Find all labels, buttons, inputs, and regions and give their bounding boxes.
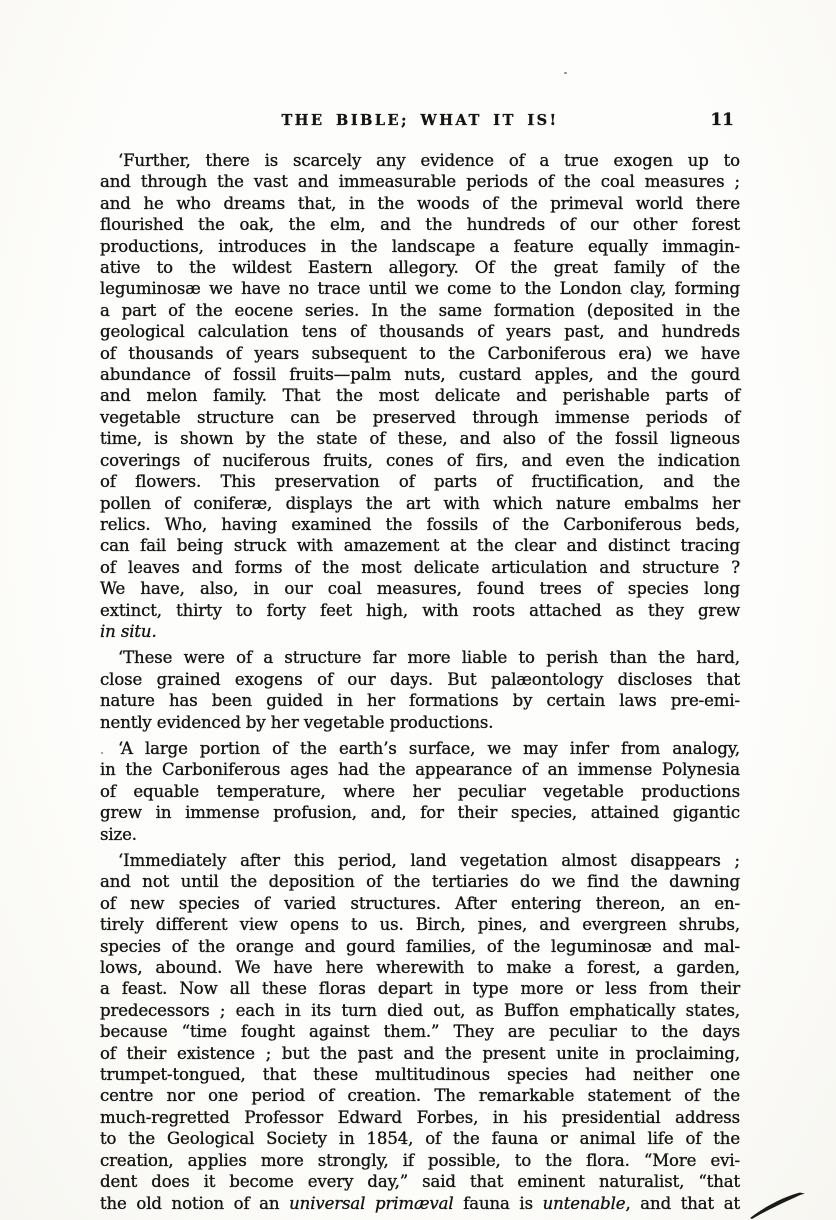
text-line: relics. Who, having examined the fossils of the Carboniferous beds,: [100, 514, 740, 534]
text-line: can fail being struck with amazement at the clear and distinct tracing: [100, 536, 740, 556]
scan-speck: [564, 72, 567, 74]
text-line: species of the orange and gourd families, of the leguminosæ and mal-: [100, 936, 740, 956]
text-line: nature has been guided in her formations by certain laws pre-emi-: [100, 691, 740, 711]
text-line: predecessors ; each in its turn died out, as Buffon emphatically states,: [100, 1000, 740, 1020]
text-line: lows, abound. We have here wherewith to make a forest, a garden,: [100, 958, 740, 978]
text-line: extinct, thirty to forty feet high, with roots attached as they grew: [100, 600, 740, 620]
text-line: We have, also, in our coal measures, found trees of species long: [100, 579, 740, 599]
text-line: flourished the oak, the elm, and the hundreds of our other forest: [100, 215, 740, 235]
text-line: of new species of varied structures. After entering thereon, an en-: [100, 893, 740, 913]
page-header: [100, 112, 740, 136]
text-line: because “time fought against them.” They are peculiar to the days: [100, 1022, 740, 1042]
text-line: the old notion of an universal primæval fauna is untenable, and that at: [100, 1193, 740, 1213]
text-line: coverings of nuciferous fruits, cones of firs, and even the indication: [100, 450, 740, 470]
text-line: and he who dreams that, in the woods of the primeval world there: [100, 193, 740, 213]
paragraph: [100, 738, 740, 845]
scan-speck: [101, 752, 103, 754]
text-line: tirely different view opens to us. Birch, pines, and evergreen shrubs,: [100, 915, 740, 935]
text-line: ‘Immediately after this period, land vegetation almost disappears ;: [118, 851, 740, 870]
text-line: and through the vast and immeasurable periods of the coal measures ;: [100, 172, 740, 192]
text-line: abundance of fossil fruits—palm nuts, custard apples, and the gourd: [100, 365, 740, 385]
text-line: size.: [100, 824, 137, 844]
text-line: nently evidenced by her vegetable productions.: [100, 712, 494, 732]
running-title: THE BIBLE; WHAT IT IS!: [281, 112, 559, 129]
text-line: ‘A large portion of the earth’s surface, we may infer from analogy,: [118, 738, 740, 758]
text-line: of thousands of years subsequent to the Carboniferous era) we have: [100, 343, 740, 363]
text-line: geological calculation tens of thousands of years past, and hundreds: [100, 322, 740, 342]
text-line: vegetable structure can be preserved through immense periods of: [100, 407, 740, 427]
text-line: a feast. Now all these floras depart in type more or less from their: [100, 979, 740, 999]
text-line: in the Carboniferous ages had the appearance of an immense Polynesia: [100, 760, 740, 780]
paragraph: [100, 150, 740, 642]
text-line: much-regretted Professor Edward Forbes, in his presidential address: [100, 1107, 740, 1127]
text-line: ‘Further, there is scarcely any evidence of a true exogen up to: [118, 151, 740, 170]
text-line: trumpet-tongued, that these multitudinous species had neither one: [100, 1065, 740, 1085]
text-line: and not until the deposition of the tertiaries do we find the dawning: [100, 872, 740, 892]
text-line: dent does it become every day,” said that eminent naturalist, “that: [100, 1172, 740, 1192]
text-line: pollen of coniferæ, displays the art with which nature embalms her: [100, 493, 740, 513]
text-line: creation, applies more strongly, if possible, to the flora. “More evi-: [100, 1150, 740, 1170]
text-line: ative to the wildest Eastern allegory. Of the great family of the: [100, 258, 740, 278]
text-line: of flowers. This preservation of parts of fructification, and the: [100, 472, 740, 492]
text-line: to the Geological Society in 1854, of the fauna or animal life of the: [100, 1129, 740, 1149]
text-line: time, is shown by the state of these, and also of the fossil ligneous: [100, 429, 740, 449]
paragraph: [100, 850, 740, 1214]
pen-mark-icon: [748, 1190, 808, 1220]
text-line: of leaves and forms of the most delicate articulation and structure ?: [100, 557, 740, 577]
paragraph: [100, 647, 740, 733]
text-line: of their existence ; but the past and the present unite in proclaiming,: [100, 1043, 740, 1063]
text-line: leguminosæ we have no trace until we come to the London clay, forming: [100, 279, 740, 299]
text-line: a part of the eocene series. In the same formation (deposited in the: [100, 300, 740, 320]
text-line: of equable temperature, where her peculiar vegetable productions: [100, 781, 740, 801]
text-line: close grained exogens of our days. But palæontology discloses that: [100, 669, 740, 689]
text-line: in situ.: [100, 621, 157, 641]
text-line: and melon family. That the most delicate and perishable parts of: [100, 386, 740, 406]
text-line: centre nor one period of creation. The remarkable statement of the: [100, 1086, 740, 1106]
text-body: [100, 150, 740, 1214]
text-line: ‘These were of a structure far more liable to perish than the hard,: [118, 648, 740, 668]
text-line: grew in immense profusion, and, for their species, attained gigantic: [100, 803, 740, 823]
page-number: 11: [710, 110, 734, 130]
text-line: productions, introduces in the landscape a feature equally immagin-: [100, 236, 740, 256]
